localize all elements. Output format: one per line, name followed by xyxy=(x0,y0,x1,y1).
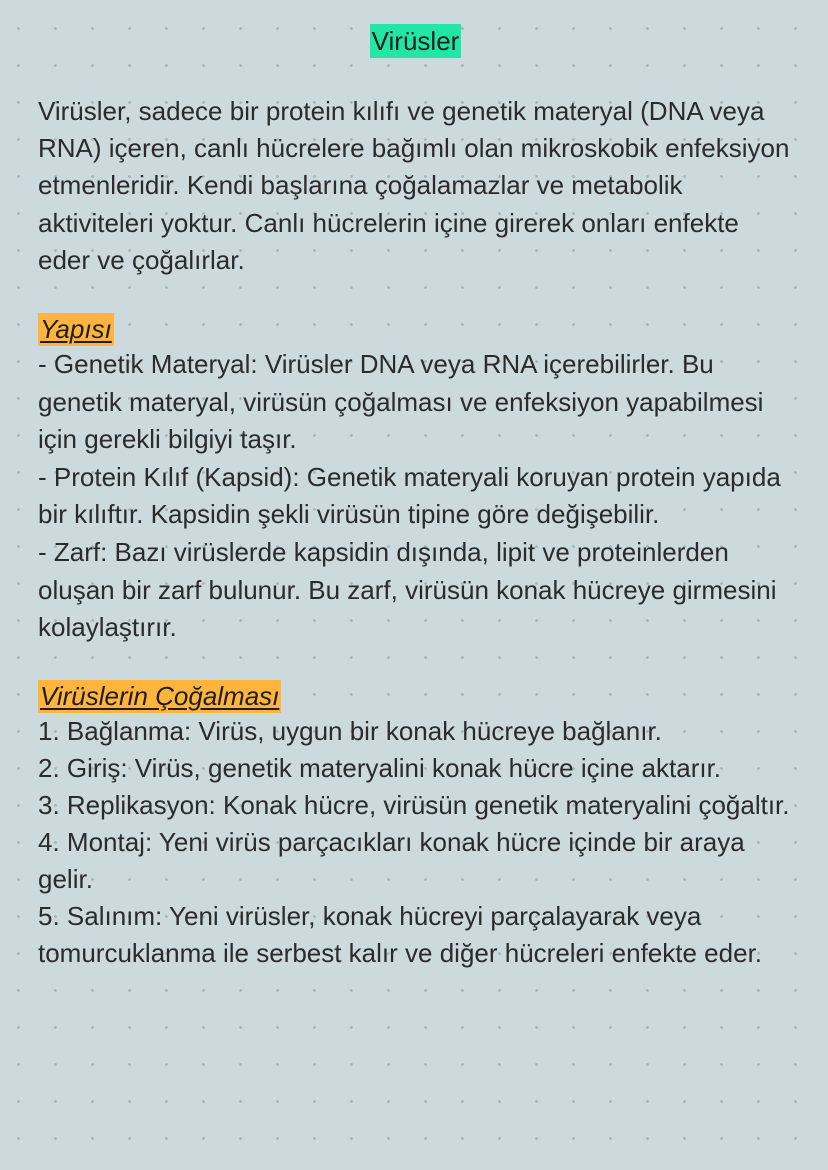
page-title: Virüsler xyxy=(371,26,460,56)
reproduction-section xyxy=(38,680,798,973)
step-assembly: 4. Montaj: Yeni virüs parçacıkları konak hücre içinde bir araya gelir. xyxy=(38,827,745,895)
reproduction-heading: Virüslerin Çoğalması xyxy=(40,680,280,711)
structure-item-capsid: - Protein Kılıf (Kapsid): Genetik materyali koruyan protein yapıda bir kılıftır. Kapsidin şekli virüsün tipine göre değişebilir. xyxy=(38,461,781,530)
structure-section xyxy=(38,313,798,647)
reproduction-steps xyxy=(38,713,798,973)
structure-item-envelope: - Zarf: Bazı virüslerde kapsidin dışında, lipit ve proteinlerden oluşan bir zarf bulunur. Bu zarf, virüsün konak hücreye girmesini kolaylaştırır. xyxy=(38,536,777,643)
title-row xyxy=(33,24,798,64)
step-replication: 3. Replikasyon: Konak hücre, virüsün genetik materyalini çoğaltır. xyxy=(38,789,790,820)
step-entry: 2. Giriş: Virüs, genetik materyalini konak hücre içine aktarır. xyxy=(38,752,722,783)
structure-heading: Yapısı xyxy=(40,314,112,345)
structure-list xyxy=(38,346,798,647)
intro-paragraph: Virüsler, sadece bir protein kılıfı ve genetik materyal (DNA veya RNA) içeren, canlı hücrelere bağımlı olan mikroskobik enfeksiyon etmenleridir. Kendi başlarına çoğalamazlar ve metabolik aktiviteleri yoktur. Canlı hücrelerin içine girerek onları enfekte eder ve çoğalırlar. xyxy=(38,96,790,275)
note-page xyxy=(38,24,798,972)
structure-item-genetic-material: - Genetik Materyal: Virüsler DNA veya RNA içerebilirler. Bu genetik materyal, virüsün çoğalması ve enfeksiyon yapabilmesi için gerekli bilgiyi taşır. xyxy=(38,349,764,455)
step-release: 5. Salınım: Yeni virüsler, konak hücreyi parçalayarak veya tomurcuklanma ile serbest kalır ve diğer hücreleri enfekte eder. xyxy=(38,901,763,969)
step-attachment: 1. Bağlanma: Virüs, uygun bir konak hücreye bağlanır. xyxy=(38,715,662,746)
